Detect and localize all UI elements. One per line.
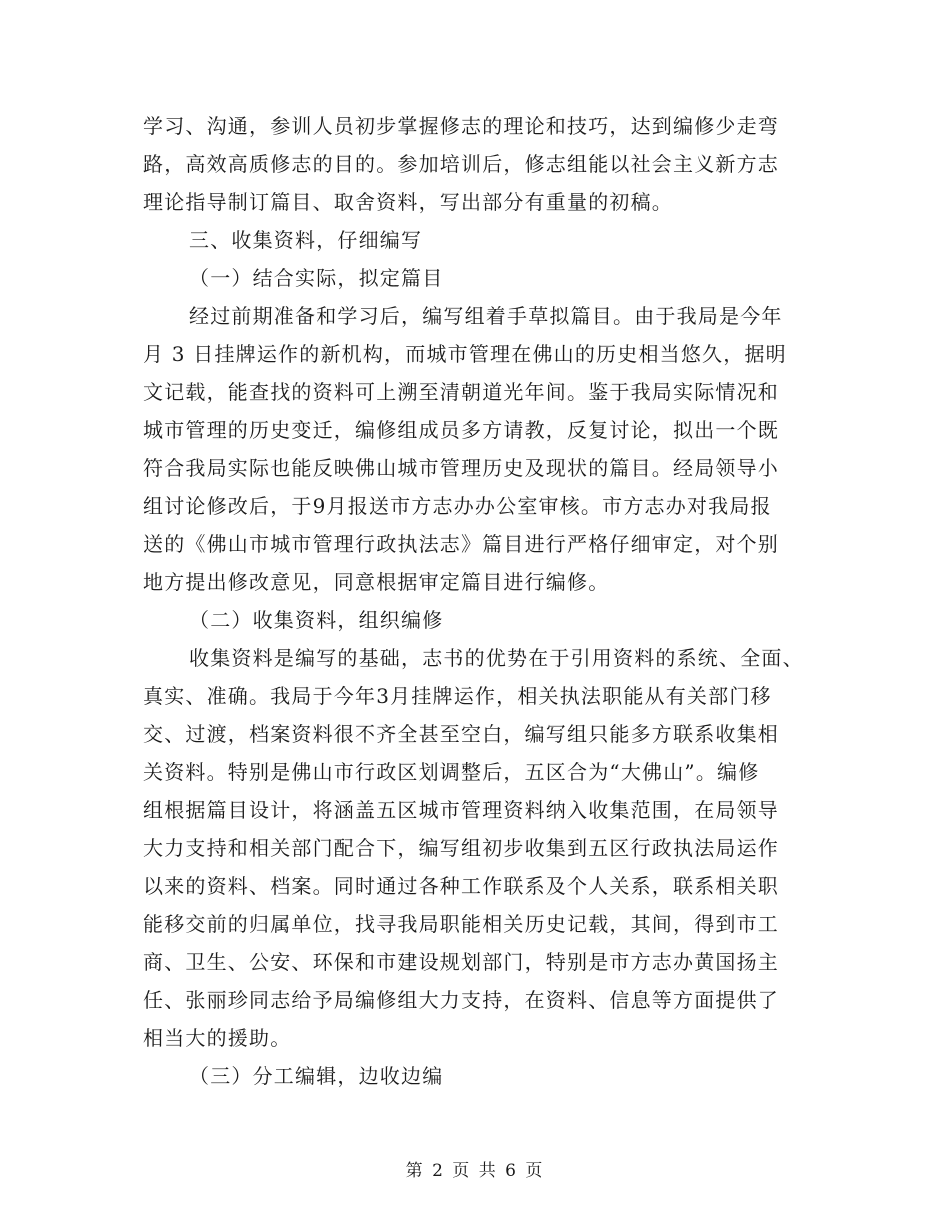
body-line: 路，高效高质修志的目的。参加培训后，修志组能以社会主义新方志 [143,152,779,176]
body-line: 关资料。特别是佛山市行政区划调整后，五区合为“大佛山”。编修 [143,760,760,784]
body-line: 经过前期准备和学习后，编写组着手草拟篇目。由于我局是今年 [189,304,783,328]
body-line: 商、卫生、公安、环保和市建设规划部门，特别是市方志办黄国扬主 [143,950,779,974]
body-line: 以来的资料、档案。同时通过各种工作联系及个人关系，联系相关职 [143,874,779,898]
body-line: 任、张丽珍同志给予局编修组大力支持，在资料、信息等方面提供了 [143,988,779,1012]
body-line: 大力支持和相关部门配合下，编写组初步收集到五区行政执法局运作 [143,836,779,860]
body-line: 收集资料是编写的基础，志书的优势在于引用资料的系统、全面、 [189,646,804,670]
body-line: 学习、沟通，参训人员初步掌握修志的理论和技巧，达到编修少走弯 [143,114,779,138]
body-line: 交、过渡，档案资料很不齐全甚至空白，编写组只能多方联系收集相 [143,722,779,746]
page-number-footer: 第 2 页 共 6 页 [405,1161,545,1181]
subsection-heading: （二）收集资料，组织编修 [189,608,444,632]
body-line: 月 3 日挂牌运作的新机构，而城市管理在佛山的历史相当悠久，据明 [143,342,787,366]
body-line: 送的《佛山市城市管理行政执法志》篇目进行严格仔细审定，对个别 [143,532,779,556]
body-line: 组讨论修改后，于9月报送市方志办办公室审核。市方志办对我局报 [143,494,772,518]
body-line: 城市管理的历史变迁，编修组成员多方请教，反复讨论，拟出一个既 [143,418,779,442]
body-line: 符合我局实际也能反映佛山城市管理历史及现状的篇目。经局领导小 [143,456,779,480]
subsection-heading: （三）分工编辑，边收边编 [189,1064,444,1088]
body-line: 相当大的援助。 [143,1026,292,1050]
body-line: 地方提出修改意见，同意根据审定篇目进行编修。 [143,570,610,594]
body-line: 文记载，能查找的资料可上溯至清朝道光年间。鉴于我局实际情况和 [143,380,779,404]
body-line: 真实、准确。我局于今年3月挂牌运作，相关执法职能从有关部门移 [143,684,772,708]
section-heading: 三、收集资料，仔细编写 [189,228,423,252]
body-line: 能移交前的归属单位，找寻我局职能相关历史记载，其间，得到市工 [143,912,779,936]
body-line: 理论指导制订篇目、取舍资料，写出部分有重量的初稿。 [143,190,673,214]
subsection-heading: （一）结合实际，拟定篇目 [189,266,444,290]
body-line: 组根据篇目设计，将涵盖五区城市管理资料纳入收集范围，在局领导 [143,798,779,822]
